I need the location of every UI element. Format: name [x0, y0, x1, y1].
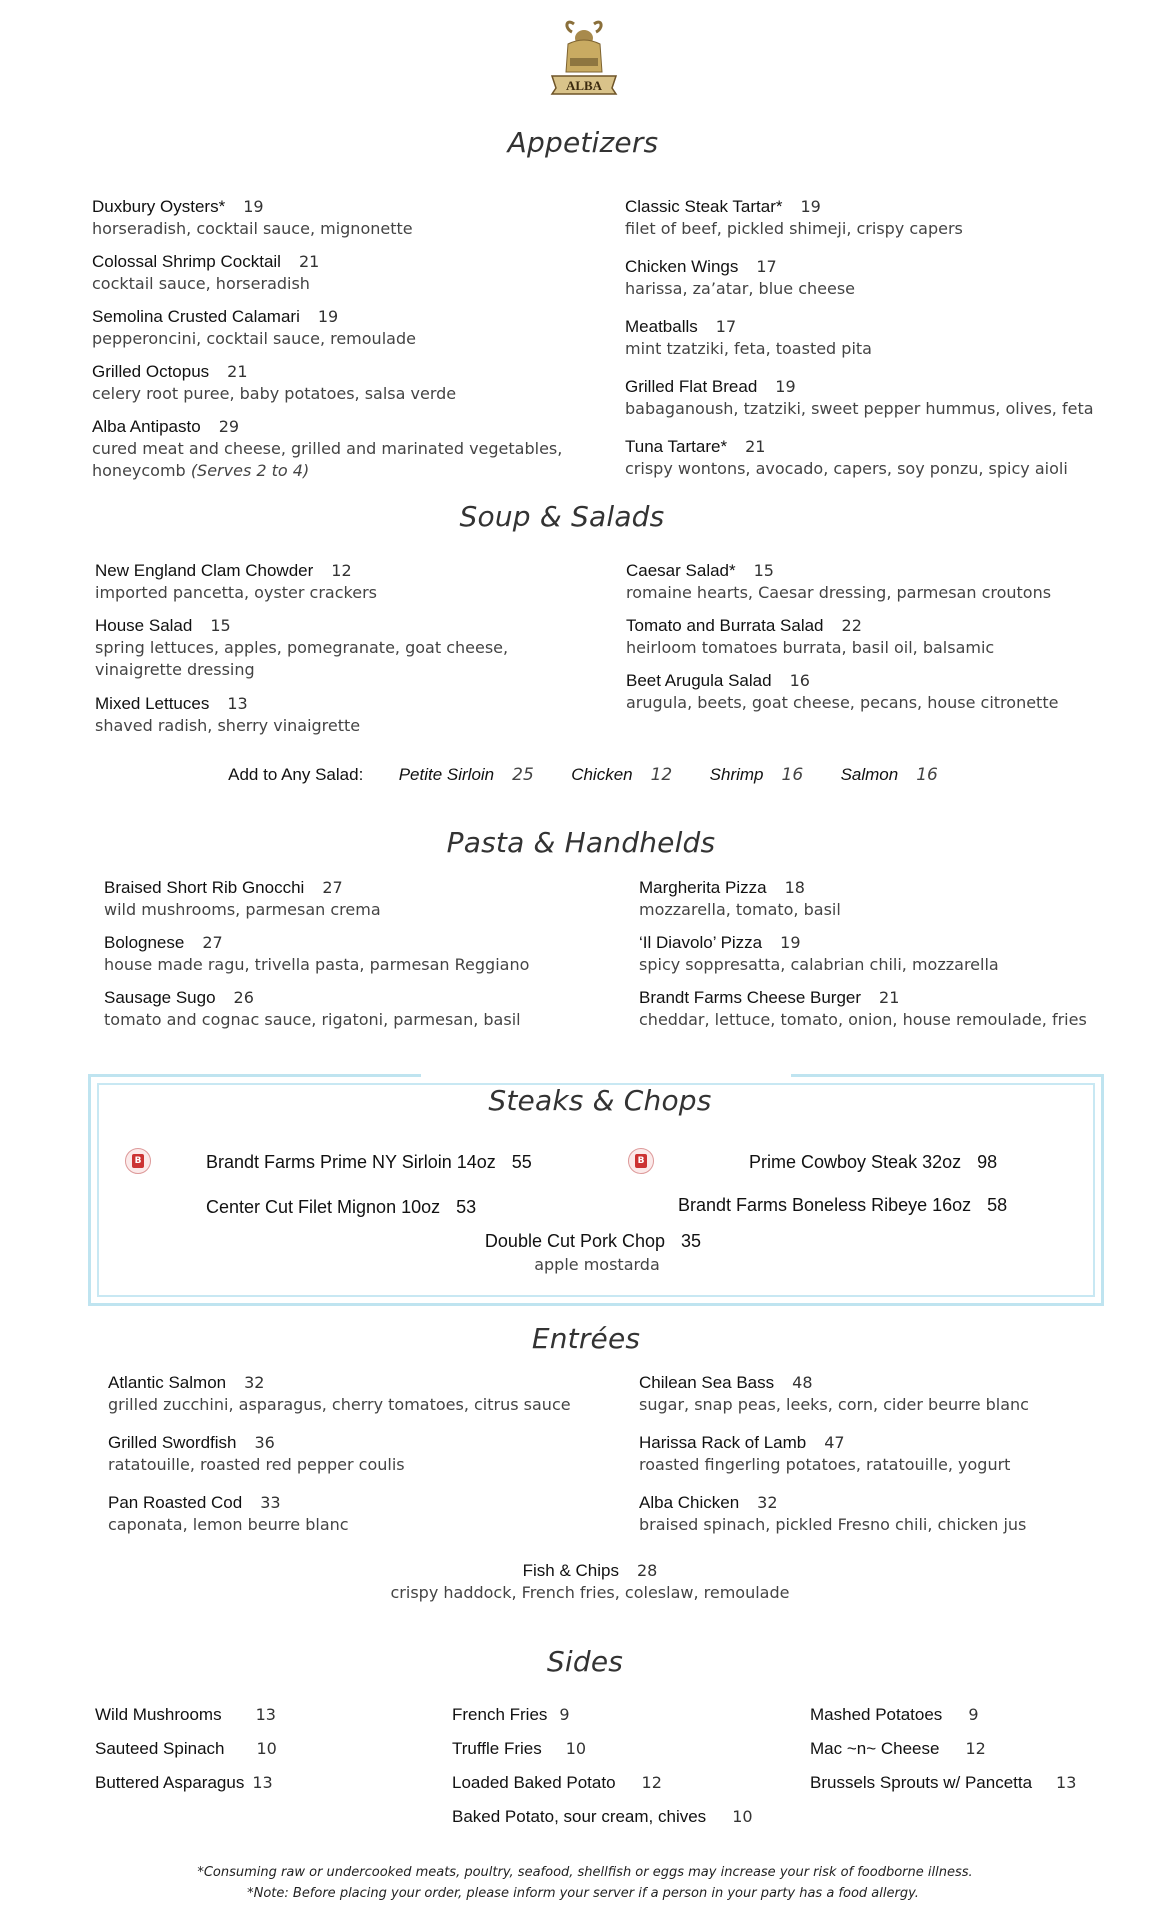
steak-item: [10, 1231, 1166, 1252]
item-description: heirloom tomatoes burrata, basil oil, balsamic: [626, 638, 995, 657]
menu-item: [625, 196, 1145, 256]
item-description: wild mushrooms, parmesan crema: [104, 900, 381, 919]
entrees-title: Entrées: [531, 1322, 641, 1355]
item-description: mint tzatziki, feta, toasted pita: [625, 339, 872, 358]
item-description: spring lettuces, apples, pomegranate, goat cheese,: [95, 638, 509, 657]
menu-item: [95, 560, 595, 615]
item-price: 16: [789, 671, 810, 690]
item-name: Brandt Farms Boneless Ribeye 16oz: [678, 1195, 972, 1215]
item-name: Chicken Wings: [625, 257, 739, 276]
item-price: 36: [254, 1433, 275, 1452]
item-name: Meatballs: [625, 317, 698, 336]
side-item: [95, 1773, 277, 1807]
addon-name: Salmon: [840, 765, 899, 784]
menu-item: [92, 306, 592, 361]
menu-item-center: [7, 1560, 1166, 1604]
menu-item: [626, 560, 1146, 615]
soup-salads-title: Soup & Salads: [459, 500, 665, 533]
side-item: [95, 1739, 277, 1773]
side-item: [452, 1807, 753, 1841]
item-name: Braised Short Rib Gnocchi: [104, 878, 305, 897]
pasta-right-column: [639, 877, 1139, 1031]
addon-price: 16: [916, 765, 938, 785]
item-description-cont: vinaigrette dressing: [95, 660, 255, 679]
item-name: Mashed Potatoes: [810, 1705, 943, 1724]
item-name: Grilled Flat Bread: [625, 377, 758, 396]
item-price: 27: [202, 933, 223, 952]
item-price: 58: [987, 1195, 1008, 1215]
item-description: spicy soppresatta, calabrian chili, mozzarella: [639, 955, 999, 974]
menu-item: [625, 376, 1145, 436]
item-name: Alba Antipasto: [92, 417, 201, 436]
steak-item: [206, 1197, 476, 1218]
item-name: Bolognese: [104, 933, 185, 952]
item-description-cont: honeycomb: [92, 461, 186, 480]
item-price: 22: [841, 616, 862, 635]
item-name: Grilled Octopus: [92, 362, 210, 381]
item-price: 27: [322, 878, 343, 897]
item-price: 32: [244, 1373, 265, 1392]
menu-item: [639, 932, 1139, 987]
addon-name: Chicken: [571, 765, 633, 784]
item-price: 13: [255, 1705, 276, 1724]
soup-salads-right-column: [626, 560, 1146, 714]
item-price: 26: [233, 988, 254, 1007]
menu-item: [95, 693, 595, 737]
item-description: mozzarella, tomato, basil: [639, 900, 841, 919]
item-name: Brussels Sprouts w/ Pancetta: [810, 1773, 1033, 1792]
item-name: Truffle Fries: [452, 1739, 542, 1758]
salad-addons: [0, 765, 1166, 785]
item-name: Caesar Salad*: [626, 561, 736, 580]
item-price: 21: [879, 988, 900, 1007]
item-name: Brandt Farms Prime NY Sirloin 14oz: [206, 1152, 496, 1172]
item-name: Mac ~n~ Cheese: [810, 1739, 940, 1758]
sides-column-2: [452, 1705, 753, 1841]
addon-price: 12: [650, 765, 673, 785]
addon-price: 16: [781, 765, 804, 785]
item-name: Wild Mushrooms: [95, 1705, 222, 1724]
item-price: 18: [784, 878, 805, 897]
item-description: cheddar, lettuce, tomato, onion, house remoulade, fries: [639, 1010, 1087, 1029]
menu-item: [104, 987, 604, 1031]
item-description: grilled zucchini, asparagus, cherry tomatoes, citrus sauce: [108, 1395, 571, 1414]
item-price: 12: [965, 1739, 986, 1758]
appetizers-right-column: [625, 196, 1145, 480]
menu-item: [639, 987, 1139, 1031]
menu-item: [108, 1432, 628, 1492]
addon-label: Add to Any Salad:: [228, 765, 364, 784]
item-price: 28: [637, 1561, 658, 1580]
item-description: imported pancetta, oyster crackers: [95, 583, 377, 602]
addon-name: Petite Sirloin: [398, 765, 495, 784]
menu-item: [104, 877, 604, 932]
item-price: 21: [227, 362, 248, 381]
menu-item: [92, 361, 592, 416]
pasta-title: Pasta & Handhelds: [446, 826, 716, 859]
item-name: Margherita Pizza: [639, 878, 767, 897]
item-name: Brandt Farms Cheese Burger: [639, 988, 862, 1007]
item-name: Loaded Baked Potato: [452, 1773, 616, 1792]
appetizers-title: Appetizers: [507, 126, 659, 159]
item-name: Tuna Tartare*: [625, 437, 728, 456]
entrees-right-column: [639, 1372, 1149, 1536]
item-name: Pan Roasted Cod: [108, 1493, 243, 1512]
menu-item: [625, 436, 1145, 480]
item-name: Prime Cowboy Steak 32oz: [749, 1152, 962, 1172]
side-item: [452, 1773, 753, 1807]
item-description: sugar, snap peas, leeks, corn, cider beurre blanc: [639, 1395, 1029, 1414]
item-price: 9: [968, 1705, 979, 1724]
side-item: [452, 1739, 753, 1773]
item-description: harissa, za’atar, blue cheese: [625, 279, 856, 298]
svg-text:ALBA: ALBA: [565, 78, 603, 93]
steak-item: [678, 1195, 1007, 1216]
item-name: Grilled Swordfish: [108, 1433, 237, 1452]
item-price: 35: [681, 1231, 702, 1251]
item-name: Mixed Lettuces: [95, 694, 210, 713]
side-item: [810, 1705, 1076, 1739]
brandt-farms-badge-icon: B: [628, 1148, 654, 1174]
item-description: braised spinach, pickled Fresno chili, chicken jus: [639, 1515, 1027, 1534]
item-description: shaved radish, sherry vinaigrette: [95, 716, 361, 735]
appetizers-left-column: [92, 196, 592, 482]
sides-title: Sides: [546, 1645, 624, 1678]
entrees-left-column: [108, 1372, 628, 1536]
item-description: crispy wontons, avocado, capers, soy ponzu, spicy aioli: [625, 459, 1068, 478]
item-price: 12: [641, 1773, 662, 1792]
item-name: House Salad: [95, 616, 193, 635]
item-price: 19: [780, 933, 801, 952]
item-price: 19: [800, 197, 821, 216]
menu-item: [92, 251, 592, 306]
item-name: Semolina Crusted Calamari: [92, 307, 300, 326]
menu-item: [639, 1492, 1149, 1536]
brandt-farms-badge-icon: B: [125, 1148, 151, 1174]
item-name: Duxbury Oysters*: [92, 197, 226, 216]
item-price: 12: [331, 561, 352, 580]
item-description: cocktail sauce, horseradish: [92, 274, 310, 293]
item-name: French Fries: [452, 1705, 548, 1724]
item-price: 21: [298, 252, 320, 271]
menu-item: [108, 1492, 628, 1536]
menu-item: [639, 1372, 1149, 1432]
serving-note: (Serves 2 to 4): [190, 461, 310, 480]
menu-item: [625, 256, 1145, 316]
item-name: Harissa Rack of Lamb: [639, 1433, 807, 1452]
item-price: 53: [456, 1197, 477, 1217]
item-name: Fish & Chips: [522, 1561, 619, 1580]
item-name: Double Cut Pork Chop: [484, 1231, 666, 1251]
side-item: [95, 1705, 277, 1739]
menu-item: [639, 1432, 1149, 1492]
item-description: romaine hearts, Caesar dressing, parmesan croutons: [626, 583, 1052, 602]
item-price: 33: [260, 1493, 281, 1512]
item-name: Buttered Asparagus: [95, 1773, 245, 1792]
item-price: 15: [753, 561, 774, 580]
item-price: 10: [565, 1739, 587, 1758]
steaks-title: Steaks & Chops: [488, 1084, 712, 1117]
item-name: Sauteed Spinach: [95, 1739, 225, 1758]
item-price: 19: [243, 197, 264, 216]
item-description: roasted fingerling potatoes, ratatouille, yogurt: [639, 1455, 1011, 1474]
item-price: 15: [210, 616, 231, 635]
item-name: Alba Chicken: [639, 1493, 740, 1512]
sides-column-1: [95, 1705, 277, 1807]
item-name: Baked Potato, sour cream, chives: [452, 1807, 707, 1826]
item-description: house made ragu, trivella pasta, parmesan Reggiano: [104, 955, 530, 974]
item-description: filet of beef, pickled shimeji, crispy capers: [625, 219, 963, 238]
item-name: Center Cut Filet Mignon 10oz: [206, 1197, 441, 1217]
item-price: 13: [227, 694, 248, 713]
item-name: Classic Steak Tartar*: [625, 197, 783, 216]
item-price: 21: [745, 437, 766, 456]
item-name: Beet Arugula Salad: [626, 671, 772, 690]
steak-item: [749, 1152, 997, 1173]
food-safety-note: *Consuming raw or undercooked meats, poultry, seafood, shellfish or eggs may increase your risk of foodborne illness.: [197, 1865, 973, 1880]
item-price: 17: [715, 317, 737, 336]
item-description: pepperoncini, cocktail sauce, remoulade: [92, 329, 416, 348]
steak-item: [206, 1152, 532, 1173]
item-price: 10: [732, 1807, 753, 1826]
item-description: ratatouille, roasted red pepper coulis: [108, 1455, 405, 1474]
item-description: arugula, beets, goat cheese, pecans, house citronette: [626, 693, 1059, 712]
allergy-note: *Note: Before placing your order, please inform your server if a person in your party has a food allergy.: [247, 1886, 919, 1901]
menu-item: [92, 196, 592, 251]
item-price: 10: [256, 1739, 277, 1758]
side-item: [810, 1773, 1076, 1807]
menu-item: [625, 316, 1145, 376]
item-price: 98: [977, 1152, 998, 1172]
item-price: 17: [756, 257, 777, 276]
menu-item: [95, 615, 595, 693]
item-name: Atlantic Salmon: [108, 1373, 227, 1392]
item-description: cured meat and cheese, grilled and marinated vegetables,: [92, 439, 563, 458]
item-description: horseradish, cocktail sauce, mignonette: [92, 219, 413, 238]
addon-name: Shrimp: [709, 765, 764, 784]
pasta-left-column: [104, 877, 604, 1031]
menu-item: [108, 1372, 628, 1432]
side-item: [452, 1705, 753, 1739]
item-name: Sausage Sugo: [104, 988, 216, 1007]
sides-column-3: [810, 1705, 1076, 1807]
item-price: 13: [252, 1773, 273, 1792]
item-price: 13: [1056, 1773, 1077, 1792]
item-name: Tomato and Burrata Salad: [626, 616, 824, 635]
item-price: 48: [792, 1373, 813, 1392]
item-name: New England Clam Chowder: [95, 561, 314, 580]
item-description: caponata, lemon beurre blanc: [108, 1515, 349, 1534]
soup-salads-left-column: [95, 560, 595, 737]
item-description: babaganoush, tzatziki, sweet pepper hummus, olives, feta: [625, 399, 1094, 418]
item-description: apple mostarda: [534, 1255, 660, 1274]
menu-item: [104, 932, 604, 987]
item-description: crispy haddock, French fries, coleslaw, remoulade: [390, 1583, 790, 1602]
item-name: Colossal Shrimp Cocktail: [92, 252, 281, 271]
menu-item: [626, 615, 1146, 670]
item-name: Chilean Sea Bass: [639, 1373, 775, 1392]
item-price: 19: [775, 377, 796, 396]
item-price: 55: [511, 1152, 532, 1172]
item-price: 47: [824, 1433, 845, 1452]
item-name: ‘Il Diavolo’ Pizza: [639, 933, 763, 952]
menu-item: [626, 670, 1146, 714]
addon-price: 25: [512, 765, 534, 785]
item-price: 32: [757, 1493, 778, 1512]
side-item: [810, 1739, 1076, 1773]
menu-item: [639, 877, 1139, 932]
item-description: tomato and cognac sauce, rigatoni, parmesan, basil: [104, 1010, 521, 1029]
item-price: 29: [218, 417, 240, 436]
item-price: 19: [317, 307, 339, 326]
item-price: 9: [559, 1705, 570, 1724]
item-description: celery root puree, baby potatoes, salsa verde: [92, 384, 457, 403]
ram-crest-icon: [548, 14, 620, 98]
menu-item: [92, 416, 592, 482]
